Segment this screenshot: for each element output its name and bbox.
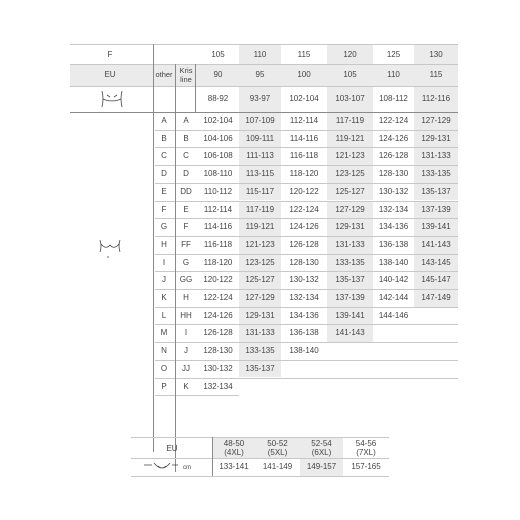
f-size: 105 bbox=[211, 50, 225, 59]
other-cup: J bbox=[184, 346, 188, 356]
row-line bbox=[155, 254, 458, 255]
bottom-size: 50-52 bbox=[267, 439, 288, 448]
bottom-size-xl: (5XL) bbox=[267, 448, 288, 457]
size-value: 133-135 bbox=[335, 257, 365, 267]
eu-size: 115 bbox=[429, 70, 443, 79]
eu-cup: M bbox=[160, 328, 168, 338]
size-value: 114-116 bbox=[289, 133, 319, 143]
size-value: 137-139 bbox=[335, 293, 365, 302]
row-line bbox=[155, 201, 458, 202]
eu-cup: A bbox=[161, 116, 167, 125]
eu-size: 95 bbox=[255, 70, 265, 79]
row-line bbox=[155, 165, 458, 166]
bottom-size: 54-56 bbox=[355, 439, 377, 448]
eu-cup: K bbox=[161, 293, 167, 302]
size-value: 108-110 bbox=[203, 169, 233, 179]
size-value: 126-128 bbox=[203, 328, 233, 338]
eu-cup: L bbox=[161, 310, 167, 320]
size-value: 121-123 bbox=[335, 151, 365, 161]
size-value: 130-132 bbox=[203, 363, 233, 373]
size-value: 136-138 bbox=[378, 239, 409, 249]
size-value: 145-147 bbox=[421, 275, 451, 285]
size-value: 141-143 bbox=[335, 328, 365, 338]
row-line bbox=[155, 130, 458, 131]
size-value: 121-123 bbox=[245, 239, 275, 249]
size-value: 125-127 bbox=[335, 186, 365, 196]
size-value: 116-118 bbox=[289, 151, 319, 161]
eu-cup: N bbox=[161, 346, 167, 356]
other-cup: I bbox=[184, 328, 188, 338]
size-value: 130-132 bbox=[378, 186, 409, 196]
row-line bbox=[155, 183, 458, 184]
hip-measure-icon bbox=[142, 461, 182, 473]
size-value: 133-135 bbox=[245, 346, 275, 356]
eu-cup: B bbox=[161, 133, 167, 143]
size-value: 134-136 bbox=[378, 222, 409, 232]
other-cup: A bbox=[183, 116, 189, 125]
f-size: 130 bbox=[429, 50, 443, 59]
other-cup: D bbox=[183, 169, 189, 179]
size-value: 131-133 bbox=[335, 239, 365, 249]
size-value: 132-134 bbox=[378, 204, 409, 214]
row-line bbox=[155, 395, 239, 396]
other-cup: DD bbox=[180, 186, 192, 196]
grid-line bbox=[131, 476, 389, 477]
eu-size: 105 bbox=[343, 70, 357, 79]
size-value: 122-124 bbox=[203, 293, 233, 302]
size-value: 135-137 bbox=[421, 186, 451, 196]
eu-label: EU bbox=[104, 70, 116, 79]
grid-line bbox=[70, 64, 458, 65]
size-value: 139-141 bbox=[421, 222, 451, 232]
size-value: 112-114 bbox=[289, 116, 319, 125]
eu-cup: F bbox=[161, 204, 167, 214]
size-value: 141-143 bbox=[421, 239, 451, 249]
size-value: 135-137 bbox=[335, 275, 365, 285]
underbust-value: 108-112 bbox=[379, 94, 408, 103]
size-value: 132-134 bbox=[203, 381, 233, 391]
kris-label: Kris bbox=[179, 66, 193, 75]
size-value: 119-121 bbox=[335, 133, 365, 143]
other-cup: F bbox=[183, 222, 189, 232]
size-value: 124-126 bbox=[203, 310, 233, 320]
f-label: F bbox=[107, 50, 113, 59]
size-value: 102-104 bbox=[203, 116, 233, 125]
size-value: 117-119 bbox=[245, 204, 275, 214]
size-value: 106-108 bbox=[203, 151, 233, 161]
size-value: 135-137 bbox=[245, 363, 275, 373]
line-label: line bbox=[180, 75, 192, 84]
size-value: 115-117 bbox=[245, 186, 275, 196]
eu-cup: J bbox=[162, 275, 166, 285]
eu-cup: D bbox=[161, 169, 167, 179]
underbust-measure-icon bbox=[100, 89, 124, 109]
size-value: 131-133 bbox=[245, 328, 275, 338]
bottom-size-xl: (4XL) bbox=[224, 448, 244, 457]
size-value: 129-131 bbox=[245, 310, 275, 320]
size-value: 123-125 bbox=[335, 169, 365, 179]
underbust-value: 102-104 bbox=[289, 94, 319, 103]
size-value: 143-145 bbox=[421, 257, 451, 267]
other-cup: GG bbox=[179, 275, 193, 285]
size-value: 112-114 bbox=[203, 204, 233, 214]
underbust-value: 112-116 bbox=[421, 94, 451, 103]
size-value: 128-130 bbox=[378, 169, 409, 179]
size-value: 104-106 bbox=[203, 133, 233, 143]
size-value: 116-118 bbox=[203, 239, 233, 249]
size-value: 132-134 bbox=[289, 293, 319, 302]
eu-cup: I bbox=[162, 257, 166, 267]
other-cup: K bbox=[183, 381, 189, 391]
bottom-size: 48-50 bbox=[223, 439, 245, 448]
bottom-size: 52-54 bbox=[311, 439, 332, 448]
size-value: 139-141 bbox=[335, 310, 365, 320]
grid-line bbox=[70, 86, 458, 87]
other-cup: B bbox=[183, 133, 189, 143]
size-value: 127-129 bbox=[421, 116, 451, 125]
size-value: 124-126 bbox=[289, 222, 319, 232]
row-line bbox=[155, 218, 458, 219]
size-value: 122-124 bbox=[289, 204, 319, 214]
size-value: 134-136 bbox=[289, 310, 319, 320]
grid-line bbox=[131, 437, 389, 438]
size-value: 109-111 bbox=[245, 133, 275, 143]
other-cup: JJ bbox=[182, 363, 190, 373]
row-line bbox=[155, 271, 458, 272]
size-value: 120-122 bbox=[203, 275, 233, 285]
row-line bbox=[155, 147, 458, 148]
size-value: 128-130 bbox=[203, 346, 233, 356]
underbust-value: 103-107 bbox=[335, 94, 365, 103]
size-value: 117-119 bbox=[335, 116, 365, 125]
size-value: 107-109 bbox=[245, 116, 275, 125]
hip-unit: cm bbox=[183, 465, 191, 471]
row-line bbox=[155, 289, 458, 290]
size-value: 140-142 bbox=[378, 275, 409, 285]
grid-line bbox=[70, 44, 458, 45]
bust-measure-icon bbox=[98, 236, 122, 256]
size-value: 126-128 bbox=[289, 239, 319, 249]
underbust-value: 93-97 bbox=[249, 94, 271, 103]
size-value: 138-140 bbox=[378, 257, 409, 267]
f-size: 125 bbox=[386, 50, 401, 59]
size-value: 114-116 bbox=[203, 222, 233, 232]
eu-cup: H bbox=[161, 239, 167, 249]
size-value: 129-131 bbox=[335, 222, 365, 232]
size-value: 133-135 bbox=[421, 169, 451, 179]
size-value: 138-140 bbox=[289, 346, 319, 356]
size-value: 128-130 bbox=[289, 257, 319, 267]
bottom-value: 141-149 bbox=[262, 462, 293, 471]
size-value: 123-125 bbox=[245, 257, 275, 267]
eu-size: 90 bbox=[213, 70, 223, 79]
other-label: other bbox=[155, 70, 173, 79]
size-value: 147-149 bbox=[421, 293, 451, 302]
size-value: 144-146 bbox=[378, 310, 409, 320]
bottom-value: 133-141 bbox=[219, 462, 249, 471]
row-line bbox=[155, 307, 458, 308]
eu-cup: E bbox=[161, 186, 167, 196]
other-cup: FF bbox=[181, 239, 191, 249]
f-size: 120 bbox=[343, 50, 357, 59]
other-cup: G bbox=[182, 257, 190, 267]
size-value: 110-112 bbox=[203, 186, 233, 196]
row-line bbox=[155, 378, 458, 379]
eu-cup: G bbox=[160, 222, 168, 232]
other-cup: E bbox=[183, 204, 189, 214]
size-value: 127-129 bbox=[245, 293, 275, 302]
row-line bbox=[155, 360, 458, 361]
size-value: 120-122 bbox=[289, 186, 319, 196]
size-value: 124-126 bbox=[378, 133, 409, 143]
size-value: 130-132 bbox=[289, 275, 319, 285]
grid-line bbox=[131, 458, 389, 459]
f-size: 110 bbox=[253, 50, 267, 59]
bottom-value: 157-165 bbox=[351, 462, 381, 471]
size-value: 118-120 bbox=[203, 257, 233, 267]
eu-size: 100 bbox=[297, 70, 311, 79]
f-size: 115 bbox=[297, 50, 311, 59]
size-value: 142-144 bbox=[378, 293, 409, 302]
size-value: 137-139 bbox=[421, 204, 451, 214]
size-value: 118-120 bbox=[289, 169, 319, 179]
grid-line bbox=[70, 112, 458, 113]
other-cup: H bbox=[183, 293, 189, 302]
eu-cup: C bbox=[161, 151, 167, 161]
other-cup: HH bbox=[180, 310, 192, 320]
eu-cup: O bbox=[160, 363, 168, 373]
size-value: 129-131 bbox=[421, 133, 451, 143]
other-cup: C bbox=[183, 151, 189, 161]
bottom-size-xl: (6XL) bbox=[311, 448, 332, 457]
size-value: 131-133 bbox=[421, 151, 451, 161]
size-value: 126-128 bbox=[378, 151, 409, 161]
eu-cup: P bbox=[161, 381, 167, 391]
bottom-size-xl: (7XL) bbox=[356, 448, 376, 457]
eu-size: 110 bbox=[387, 70, 400, 79]
underbust-value: 88-92 bbox=[207, 94, 229, 103]
row-line bbox=[155, 236, 458, 237]
size-value: 122-124 bbox=[378, 116, 409, 125]
row-line bbox=[155, 342, 458, 343]
size-value: 113-115 bbox=[245, 169, 275, 179]
size-value: 125-127 bbox=[245, 275, 275, 285]
size-value: 111-113 bbox=[246, 151, 274, 161]
size-value: 127-129 bbox=[335, 204, 365, 214]
size-value: 119-121 bbox=[245, 222, 275, 232]
size-value: 136-138 bbox=[289, 328, 319, 338]
row-line bbox=[155, 324, 458, 325]
bottom-value: 149-157 bbox=[306, 462, 337, 471]
bottom-eu-label: EU bbox=[166, 444, 178, 453]
